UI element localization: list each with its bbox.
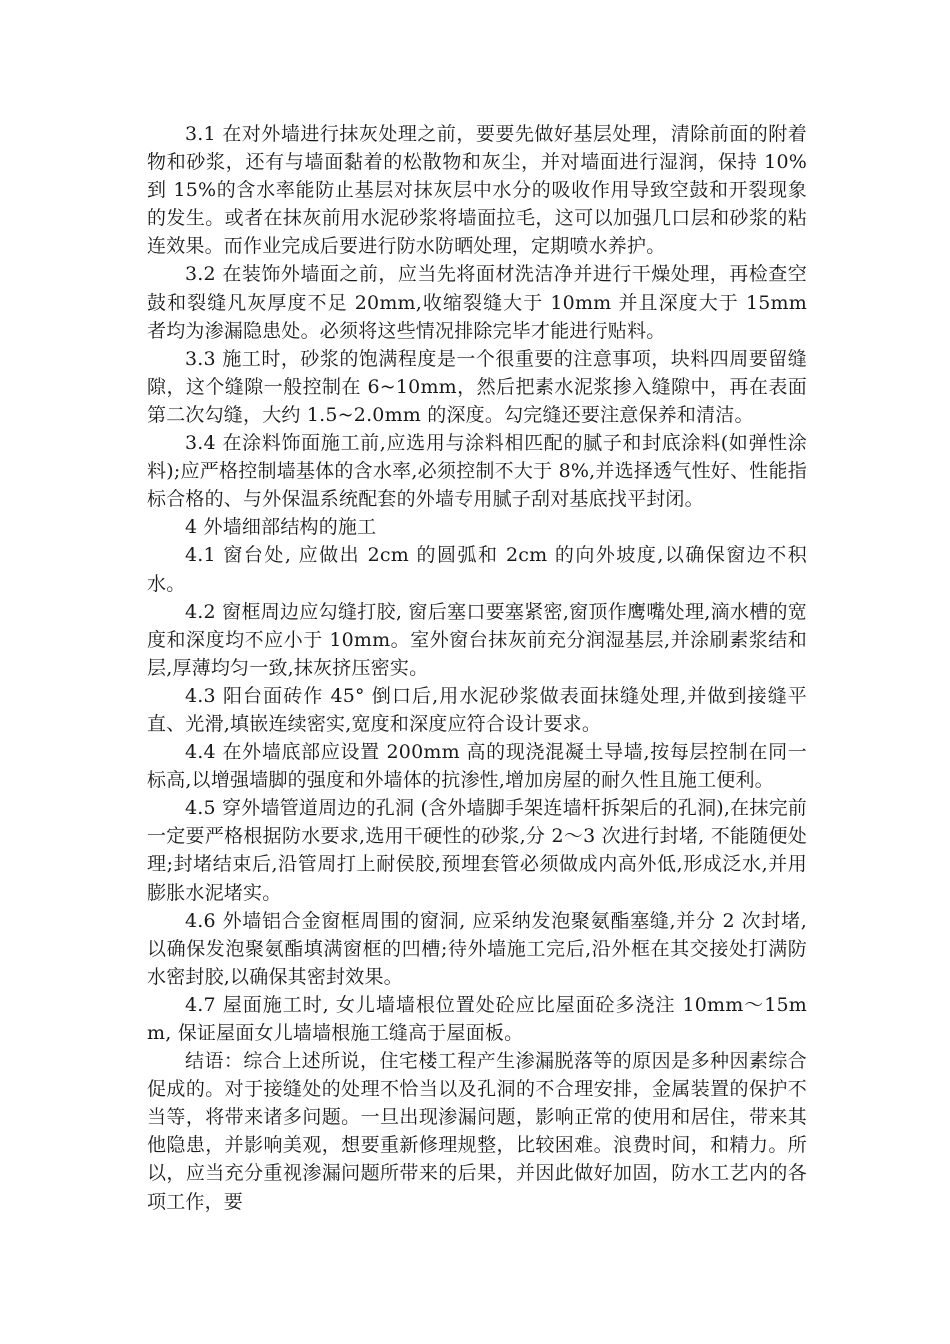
paragraph-4-3: 4.3 阳台面砖作 45° 倒口后,用水泥砂浆做表面抹缝处理,并做到接缝平直、光滑,填嵌连续密实,宽度和深度应符合设计要求。 xyxy=(147,684,807,735)
paragraph-4-4: 4.4 在外墙底部应设置 200mm 高的现浇混凝土导墙,按每层控制在同一标高,以增强墙脚的强度和外墙体的抗渗性,增加房屋的耐久性且施工便利。 xyxy=(147,741,807,792)
paragraph-4-2: 4.2 窗框周边应勾缝打胶, 窗后塞口要塞紧密,窗顶作鹰嘴处理,滴水槽的宽度和深度均不应小于 10mm。室外窗台抹灰前充分润湿基层,并涂刷素浆结和层,厚薄均匀一致,抹灰挤压密实。 xyxy=(147,600,807,679)
paragraph-3-2: 3.2 在装饰外墙面之前，应当先将面材洗洁净并进行干燥处理，再检查空鼓和裂缝凡灰厚度不足 20mm,收缩裂缝大于 10mm 并且深度大于 15mm 者均为渗漏隐患处。必须将这些情况排除完毕才能进行贴料。 xyxy=(147,263,807,342)
paragraph-4-1: 4.1 窗台处, 应做出 2cm 的圆弧和 2cm 的向外坡度,以确保窗边不积水。 xyxy=(147,544,807,595)
paragraph-4-7: 4.7 屋面施工时, 女儿墙墙根位置处砼应比屋面砼多浇注 10mm～15mm, 保证屋面女儿墙墙根施工缝高于屋面板。 xyxy=(147,993,807,1044)
paragraph-conclusion: 结语：综合上述所说，住宅楼工程产生渗漏脱落等的原因是多种因素综合促成的。对于接缝处的处理不恰当以及孔洞的不合理安排，金属装置的保护不当等，将带来诸多问题。一旦出现渗漏问题，影响正常的使用和居住，带来其他隐患，并影响美观，想要重新修理规整，比较困难。浪费时间，和精力。所以，应当充分重视渗漏问题所带来的后果，并因此做好加固，防水工艺内的各项工作，要 xyxy=(147,1050,807,1213)
section-heading-4: 4 外墙细部结构的施工 xyxy=(185,516,377,539)
document-body xyxy=(147,120,807,1216)
paragraph-4-5: 4.5 穿外墙管道周边的孔洞 (含外墙脚手架连墙杆拆架后的孔洞),在抹完前一定要严格根据防水要求,选用干硬性的砂浆,分 2～3 次进行封堵, 不能随便处理;封堵结束后,沿管周打上耐侯胶,预埋套管必须做成内高外低,形成泛水,并用膨胀水泥堵实。 xyxy=(147,797,807,904)
paragraph-3-4: 3.4 在涂料饰面施工前,应选用与涂料相匹配的腻子和封底涂料(如弹性涂料);应严格控制墙基体的含水率,必须控制不大于 8%,并选择透气性好、性能指标合格的、与外保温系统配套的外墙专用腻子刮对基底找平封闭。 xyxy=(147,432,807,511)
paragraph-4-6: 4.6 外墙铝合金窗框周围的窗洞, 应采纳发泡聚氨酯塞缝,并分 2 次封堵,以确保发泡聚氨酯填满窗框的凹槽;待外墙施工完后,沿外框在其交接处打满防水密封胶,以确保其密封效果。 xyxy=(147,909,807,988)
paragraph-3-3: 3.3 施工时，砂浆的饱满程度是一个很重要的注意事项，块料四周要留缝隙，这个缝隙一般控制在 6~10mm，然后把素水泥浆掺入缝隙中，再在表面第二次勾缝，大约 1.5~2.0mm 的深度。勾完缝还要注意保养和清洁。 xyxy=(147,347,807,426)
paragraph-3-1: 3.1 在对外墙进行抹灰处理之前，要要先做好基层处理，清除前面的附着物和砂浆，还有与墙面黏着的松散物和灰尘，并对墙面进行湿润，保持 10%到 15%的含水率能防止基层对抹灰层中水分的吸收作用导致空鼓和开裂现象的发生。或者在抹灰前用水泥砂浆将墙面拉毛，这可以加强几口层和砂浆的粘连效果。而作业完成后要进行防水防晒处理，定期喷水养护。 xyxy=(147,123,807,258)
